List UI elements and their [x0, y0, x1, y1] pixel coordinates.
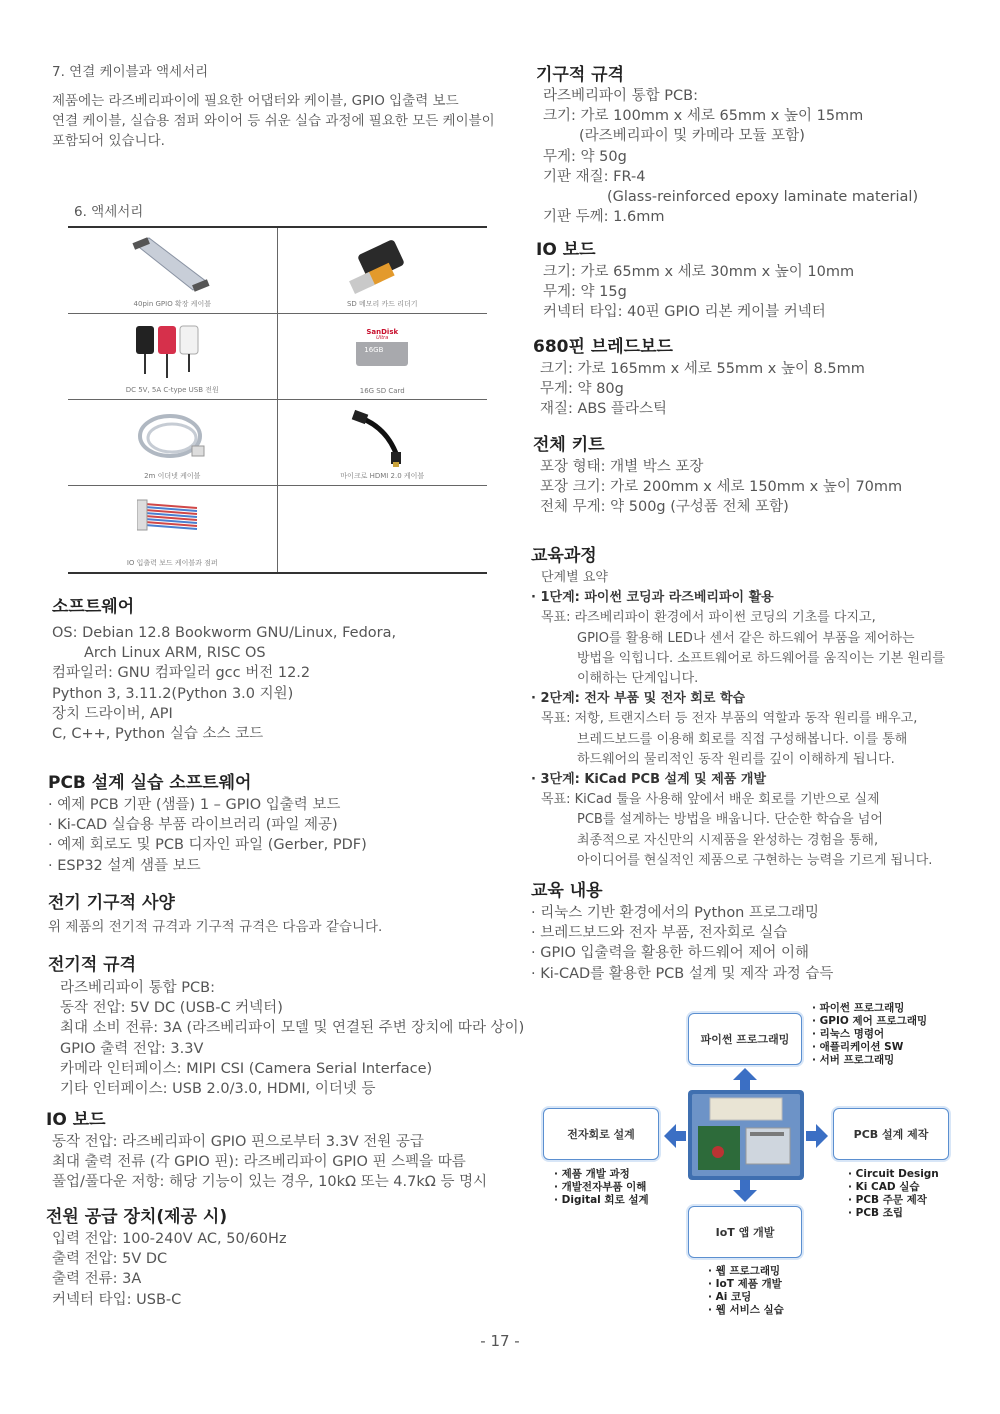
breadboard-item: 무게: 약 80g — [540, 381, 624, 398]
ethernet-cable-icon — [132, 408, 212, 468]
pcb-software-item: · Ki-CAD 실습용 부품 라이브러리 (파일 제공) — [48, 817, 338, 834]
stage-line: 최종적으로 자신만의 시제품을 완성하는 경험을 통해, — [577, 832, 879, 848]
sd-card-size: 16GB — [364, 346, 384, 354]
software-heading: 소프트웨어 — [52, 597, 135, 617]
top-list — [812, 1002, 927, 1067]
right-list-item: · Circuit Design — [848, 1168, 939, 1180]
cable-heading: 7. 연결 케이블과 액세서리 — [52, 64, 209, 80]
right-list-item: · PCB 주문 제작 — [848, 1194, 927, 1206]
accessory-caption: 16G SD Card — [359, 387, 405, 395]
elec-item: 라즈베리파이 통합 PCB: — [60, 980, 215, 996]
accessory-row — [68, 400, 487, 486]
power-adapter-icon — [132, 322, 212, 382]
accessory-cell-empty — [278, 486, 488, 572]
stage-line: 이해하는 단계입니다. — [577, 671, 699, 687]
stage-line: 목표: 저항, 트랜지스터 등 전자 부품의 역할과 동작 원리를 배우고, — [541, 711, 918, 727]
kit-heading: 전체 키트 — [533, 435, 605, 455]
arrow-left-icon — [664, 1124, 686, 1148]
accessory-row — [68, 228, 487, 314]
course-body — [531, 568, 945, 871]
io-board-item: 동작 전압: 라즈베리파이 GPIO 핀으로부터 3.3V 전원 공급 — [52, 1134, 424, 1150]
stage-line: 하드웨어의 물리적인 동작 원리를 깊이 이해하게 됩니다. — [577, 751, 895, 767]
accessory-caption: IO 입출력 보드 케이블과 점퍼 — [126, 559, 218, 567]
course-heading: 교육과정 — [531, 546, 597, 566]
accessory-caption: DC 5V, 5A C-type USB 전원 — [125, 386, 219, 394]
bottom-list-item: · 웹 서비스 실습 — [708, 1304, 784, 1316]
content-item: · Ki-CAD를 활용한 PCB 설계 및 제작 과정 습득 — [531, 965, 834, 982]
kit-item: 포장 형태: 개별 박스 포장 — [540, 459, 704, 475]
stage-title: · 1단계: 파이썬 코딩과 라즈베리파이 활용 — [531, 590, 774, 606]
power-item: 출력 전압: 5V DC — [52, 1251, 168, 1268]
right-list-item: · Ki CAD 실습 — [848, 1181, 920, 1193]
mech-list — [543, 86, 918, 227]
content-heading: 교육 내용 — [531, 881, 603, 901]
stage-line: 방법을 익힙니다. 소프트웨어로 하드웨어를 움직이는 기본 원리를 — [577, 650, 945, 666]
top-list-item: · GPIO 제어 프로그래밍 — [812, 1015, 928, 1027]
breadboard-heading: 680핀 브레드보드 — [533, 337, 673, 357]
accessory-cell — [68, 400, 278, 485]
sd-card-brand: SanDisk — [356, 326, 408, 342]
content-list — [531, 903, 833, 984]
top-list-item: · 파이썬 프로그래밍 — [812, 1002, 905, 1014]
right-io-item: 커넥터 타입: 40핀 GPIO 리본 케이블 커넥터 — [543, 304, 826, 321]
right-io-list — [543, 262, 854, 323]
course-summary: 단계별 요약 — [541, 570, 608, 585]
top-list-item: · 애플리케이션 SW — [812, 1041, 904, 1053]
pcb-design-box: PCB 설계 제작 — [833, 1108, 949, 1160]
stage-line: GPIO를 활용해 LED나 센서 같은 하드웨어 부품을 제어하는 — [577, 630, 915, 646]
content-item: · 리눅스 기반 환경에서의 Python 프로그래밍 — [531, 905, 820, 921]
mech-item: 라즈베리파이 통합 PCB: — [543, 88, 698, 104]
iot-app-box: IoT 앱 개발 — [688, 1206, 802, 1258]
kit-list — [540, 457, 902, 518]
elec-item: 동작 전압: 5V DC (USB-C 커넥터) — [60, 1000, 283, 1017]
elec-item: 카메라 인터페이스: MIPI CSI (Camera Serial Interface) — [60, 1060, 433, 1077]
card-reader-icon — [347, 236, 417, 296]
left-list-item: · 제품 개발 과정 — [554, 1168, 630, 1180]
software-item: 장치 드라이버, API — [52, 705, 173, 722]
stage-line: 아이디어를 현실적인 제품으로 구현하는 능력을 기르게 됩니다. — [577, 852, 933, 868]
cable-text — [52, 91, 495, 151]
elec-mech-heading: 전기 기구적 사양 — [48, 893, 175, 913]
pcb-software-item: · 예제 PCB 기판 (샘플) 1 – GPIO 입출력 보드 — [48, 797, 341, 813]
stage-title: · 3단계: KiCad PCB 설계 및 제품 개발 — [531, 772, 767, 788]
stage-line: 목표: 라즈베리파이 환경에서 파이썬 코딩의 기초를 다지고, — [541, 610, 876, 626]
io-board-list — [52, 1132, 487, 1193]
pcb-software-list — [48, 795, 367, 876]
software-list — [52, 623, 396, 744]
stage-line: 목표: KiCad 툴을 사용해 앞에서 배운 회로를 기반으로 실제 — [541, 792, 880, 808]
io-board-heading: IO 보드 — [46, 1110, 106, 1130]
power-heading: 전원 공급 장치(제공 시) — [46, 1207, 228, 1227]
mech-item: 크기: 가로 100mm x 세로 65mm x 높이 15mm — [543, 108, 864, 125]
elec-mech-text: 위 제품의 전기적 규격과 기구적 규격은 다음과 같습니다. — [48, 919, 383, 935]
software-item: Arch Linux ARM, RISC OS — [84, 645, 266, 662]
power-item: 출력 전류: 3A — [52, 1271, 142, 1288]
accessory-cell — [278, 400, 488, 485]
bottom-list-item: · IoT 제품 개발 — [708, 1278, 782, 1290]
arrow-right-icon — [806, 1124, 828, 1148]
io-board-item: 최대 출력 전류 (각 GPIO 핀): 라즈베리파이 GPIO 핀 스펙을 따름 — [52, 1154, 466, 1171]
right-io-item: 크기: 가로 65mm x 세로 30mm x 높이 10mm — [543, 264, 855, 280]
stage-title: · 2단계: 전자 부품 및 전자 회로 학습 — [531, 691, 746, 707]
power-item: 커넥터 타입: USB-C — [52, 1291, 182, 1308]
stage-line: PCB를 설계하는 방법을 배웁니다. 단순한 학습을 넘어 — [577, 812, 883, 828]
software-item: Python 3, 3.11.2(Python 3.0 지원) — [52, 685, 294, 702]
accessory-row — [68, 486, 487, 572]
mech-item: 기판 두께: 1.6mm — [543, 209, 665, 226]
top-list-item: · 리눅스 명령어 — [812, 1028, 885, 1040]
elec-item: 최대 소비 전류: 3A (라즈베리파이 모델 및 연결된 주변 장치에 따라 상이) — [60, 1020, 525, 1037]
software-item: 컴파일러: GNU 컴파일러 gcc 버전 12.2 — [52, 665, 311, 682]
accessory-caption: SD 메모리 카드 리더기 — [346, 300, 418, 308]
jumper-wires-icon — [137, 494, 207, 544]
bottom-list-item: · Ai 코딩 — [708, 1291, 752, 1303]
elec-list — [60, 978, 524, 1099]
circuit-design-box: 전자회로 설계 — [543, 1108, 659, 1160]
kit-item: 전체 무게: 약 500g (구성품 전체 포함) — [540, 499, 789, 516]
arrow-down-icon — [733, 1180, 757, 1202]
left-list — [554, 1168, 649, 1207]
io-board-item: 풀업/풀다운 저항: 해당 기능이 있는 경우, 10kΩ 또는 4.7kΩ 등 명시 — [52, 1174, 488, 1191]
python-box: 파이썬 프로그래밍 — [688, 1013, 802, 1065]
bottom-list-item: · 웹 프로그래밍 — [708, 1265, 781, 1277]
cable-text-line: 포함되어 있습니다. — [52, 133, 165, 149]
bottom-list — [708, 1265, 784, 1317]
left-list-item: · Digital 회로 설계 — [554, 1194, 649, 1206]
cable-text-line: 연결 케이블, 실습용 점퍼 와이어 등 쉬운 실습 과정에 필요한 모든 케이블이 — [52, 113, 495, 129]
left-list-item: · 개발전자부품 이해 — [554, 1181, 647, 1193]
breadboard-list — [540, 359, 865, 420]
mech-item: 기판 재질: FR-4 — [543, 168, 646, 185]
accessory-table — [68, 226, 487, 574]
pcb-software-heading: PCB 설계 실습 소프트웨어 — [48, 773, 252, 793]
software-item: OS: Debian 12.8 Bookworm GNU/Linux, Fedora, — [52, 625, 397, 641]
accessory-cell — [278, 314, 488, 399]
mech-item: (Glass-reinforced epoxy laminate material) — [607, 189, 919, 206]
power-list — [52, 1229, 287, 1310]
accessory-cell — [68, 314, 278, 399]
accessory-row — [68, 314, 487, 400]
accessory-cell — [278, 228, 488, 313]
arrow-up-icon — [733, 1068, 757, 1090]
ribbon-cable-icon — [127, 236, 217, 296]
pcb-software-item: · 예제 회로도 및 PCB 디자인 파일 (Gerber, PDF) — [48, 837, 367, 854]
mech-heading: 기구적 규격 — [536, 65, 625, 85]
content-item: · GPIO 입출력을 활용한 하드웨어 제어 이해 — [531, 945, 810, 962]
right-list — [848, 1168, 939, 1220]
sd-card-model: Ultra — [376, 335, 389, 341]
mech-item: 무게: 약 50g — [543, 148, 627, 165]
sd-card-icon — [356, 326, 408, 366]
right-io-heading: IO 보드 — [536, 240, 596, 260]
elec-heading: 전기적 규격 — [48, 955, 137, 975]
pcb-software-item: · ESP32 설계 샘플 보드 — [48, 857, 201, 874]
kit-board-image — [688, 1090, 804, 1180]
accessory-caption: 마이크로 HDMI 2.0 케이블 — [340, 472, 425, 480]
top-list-item: · 서버 프로그래밍 — [812, 1054, 895, 1066]
mech-item: (라즈베리파이 및 카메라 모듈 포함) — [579, 128, 805, 145]
right-list-item: · PCB 조립 — [848, 1207, 903, 1219]
elec-item: 기타 인터페이스: USB 2.0/3.0, HDMI, 이더넷 등 — [60, 1081, 376, 1098]
kit-item: 포장 크기: 가로 200mm x 세로 150mm x 높이 70mm — [540, 479, 903, 496]
accessory-heading: 6. 액세서리 — [74, 204, 144, 220]
accessory-cell — [68, 228, 278, 313]
accessory-caption: 40pin GPIO 확장 케이블 — [133, 300, 211, 308]
stage-line: 브레드보드를 이용해 회로를 직접 구성해봅니다. 이를 통해 — [577, 731, 908, 747]
breadboard-item: 크기: 가로 165mm x 세로 55mm x 높이 8.5mm — [540, 361, 865, 377]
content-item: · 브레드보드와 전자 부품, 전자회로 실습 — [531, 925, 788, 942]
software-item: C, C++, Python 실습 소스 코드 — [52, 726, 264, 743]
right-io-item: 무게: 약 15g — [543, 284, 627, 301]
hdmi-cable-icon — [347, 408, 417, 468]
elec-item: GPIO 출력 전압: 3.3V — [60, 1040, 204, 1057]
page-number: - 17 - — [480, 1332, 520, 1350]
breadboard-item: 재질: ABS 플라스틱 — [540, 401, 667, 418]
cable-text-line: 제품에는 라즈베리파이에 필요한 어댑터와 케이블, GPIO 입출력 보드 — [52, 93, 459, 109]
power-item: 입력 전압: 100-240V AC, 50/60Hz — [52, 1231, 287, 1247]
accessory-cell — [68, 486, 278, 572]
accessory-caption: 2m 이더넷 케이블 — [144, 472, 201, 480]
